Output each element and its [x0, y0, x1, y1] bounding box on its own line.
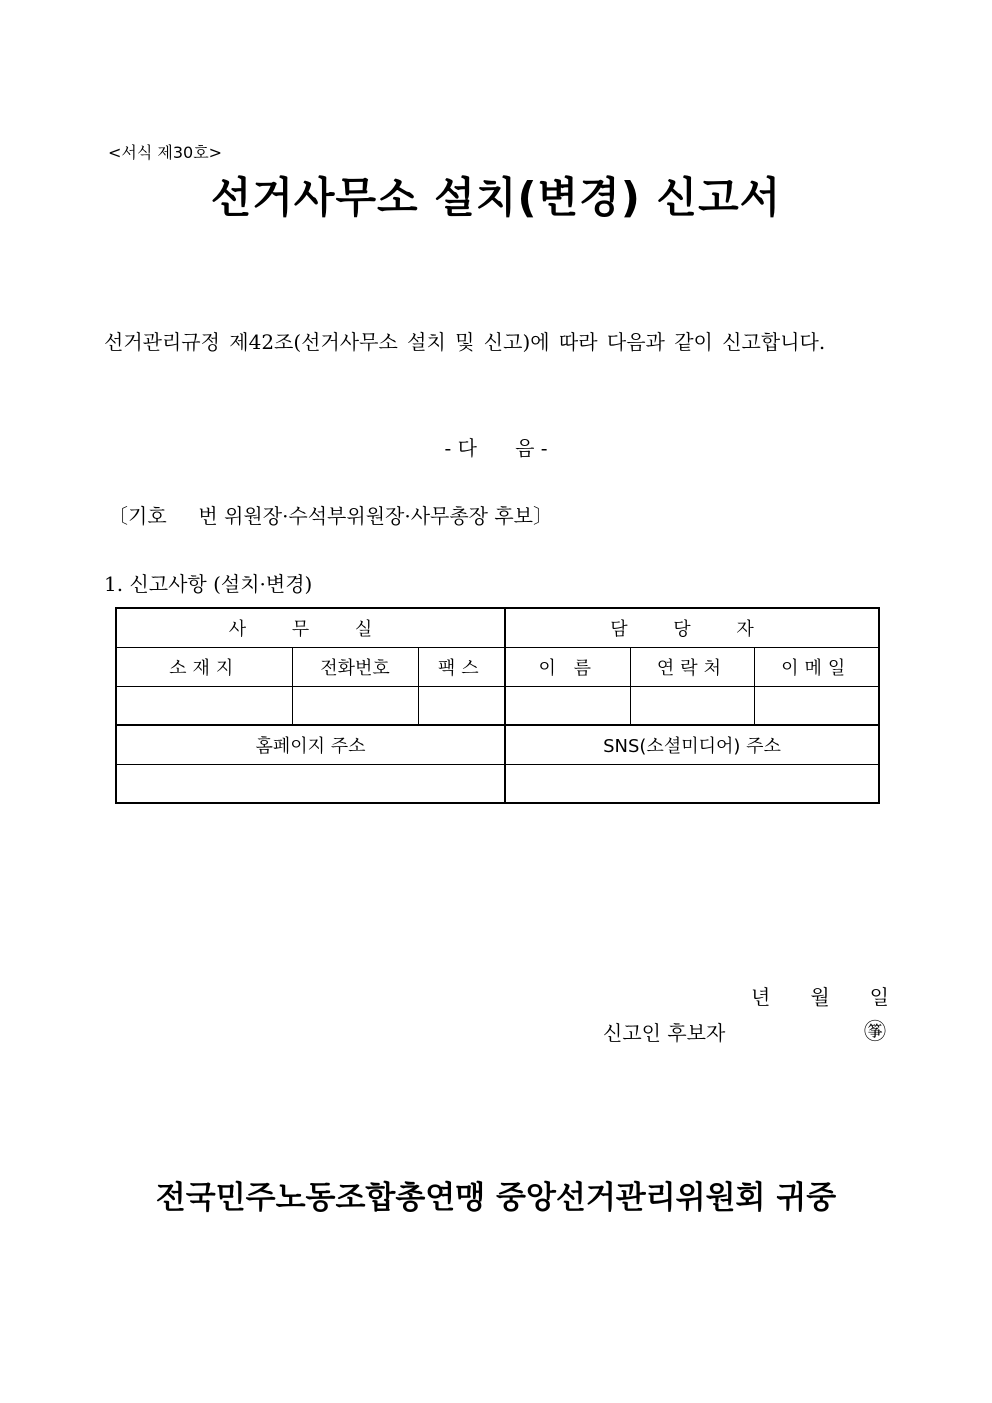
- date-day: 일: [869, 985, 889, 1009]
- homepage-label: 홈페이지 주소: [116, 725, 505, 764]
- sns-cell[interactable]: [505, 764, 879, 803]
- col-location: 소재지: [116, 647, 292, 686]
- seal-mark: ㉇: [864, 1020, 887, 1045]
- name-cell[interactable]: [505, 686, 630, 725]
- signer-label: 신고인 후보자: [603, 1021, 726, 1045]
- address-entry-row: [116, 764, 879, 803]
- fax-cell[interactable]: [418, 686, 505, 725]
- section-heading: 1. 신고사항 (설치·변경): [104, 572, 313, 596]
- table-column-row: [116, 647, 879, 686]
- table-entry-row: [116, 686, 879, 725]
- col-contact: 연락처: [630, 647, 754, 686]
- col-name: 이 름: [505, 647, 630, 686]
- manager-header: 담 당 자: [505, 608, 879, 647]
- address-header-row: [116, 725, 879, 764]
- table-header-row: [116, 608, 879, 647]
- col-email: 이메일: [754, 647, 879, 686]
- date-line: [751, 981, 889, 1010]
- document-title: 선거사무소 설치(변경) 신고서: [210, 173, 782, 222]
- intro-text: 선거관리규정 제42조(선거사무소 설치 및 신고)에 따라 다음과 같이 신고합니다.: [104, 330, 826, 354]
- homepage-cell[interactable]: [116, 764, 505, 803]
- phone-cell[interactable]: [292, 686, 418, 725]
- office-header: 사 무 실: [116, 608, 505, 647]
- email-cell[interactable]: [754, 686, 879, 725]
- col-phone: 전화번호: [292, 647, 418, 686]
- location-cell[interactable]: [116, 686, 292, 725]
- contact-cell[interactable]: [630, 686, 754, 725]
- sns-label: SNS(소셜미디어) 주소: [505, 725, 879, 764]
- candidacy-line: 〔기호 번 위원장·수석부위원장·사무총장 후보〕: [108, 504, 553, 528]
- report-table: [115, 607, 880, 804]
- addressee: 전국민주노동조합총연맹 중앙선거관리위원회 귀중: [155, 1180, 837, 1216]
- form-number: <서식 제30호>: [108, 143, 223, 162]
- date-month: 월: [810, 985, 830, 1009]
- date-year: 년: [751, 985, 771, 1009]
- following-heading: - 다 음 -: [444, 436, 548, 460]
- col-fax: 팩스: [418, 647, 505, 686]
